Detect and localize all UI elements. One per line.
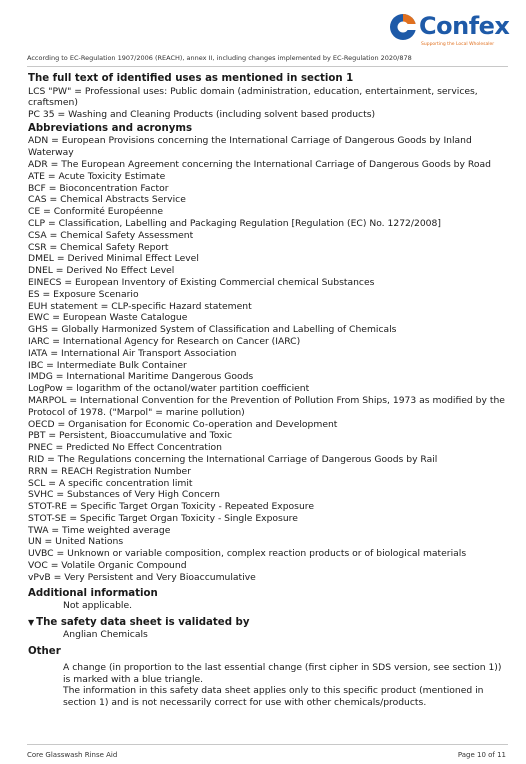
other-paragraphs <box>28 662 508 709</box>
abbreviation-item: BCF = Bioconcentration Factor <box>28 182 169 194</box>
abbreviation-item: STOT-SE = Specific Target Organ Toxicity - Single Exposure <box>28 512 298 524</box>
abbreviation-item: IMDG = International Maritime Dangerous Goods <box>28 371 254 383</box>
abbreviation-item: VOC = Volatile Organic Compound <box>28 560 187 572</box>
abbreviation-item: SCL = A specific concentration limit <box>28 477 193 489</box>
abbreviation-item: CAS = Chemical Abstracts Service <box>28 194 186 206</box>
confex-logo-mark-icon <box>388 12 418 42</box>
validated-text: Anglian Chemicals <box>63 629 148 641</box>
abbreviation-item: IARC = International Agency for Research on Cancer (IARC) <box>28 335 301 347</box>
other-paragraph: A change (in proportion to the last essential change (first cipher in SDS version, see section 1)) is marked with a blue triangle. <box>63 661 502 685</box>
uses-heading: The full text of identified uses as mentioned in section 1 <box>28 73 354 84</box>
abbreviation-item: RRN = REACH Registration Number <box>28 465 191 477</box>
footer-page-number: Page 10 of 11 <box>457 751 506 759</box>
abbreviation-item: UN = United Nations <box>28 536 124 548</box>
abbreviation-item: ES = Exposure Scenario <box>28 288 139 300</box>
abbreviation-item: GHS = Globally Harmonized System of Classification and Labelling of Chemicals <box>28 324 397 336</box>
regulation-line: According to EC-Regulation 1907/2006 (REACH), annex II, including changes implemented by EC-Regulation 2020/878 <box>27 54 412 62</box>
other-heading: Other <box>28 646 61 658</box>
abbreviation-item: TWA = Time weighted average <box>28 524 171 536</box>
abbreviation-item: DMEL = Derived Minimal Effect Level <box>28 253 199 265</box>
abbreviation-item: SVHC = Substances of Very High Concern <box>28 489 220 501</box>
abbreviation-item: RID = The Regulations concerning the International Carriage of Dangerous Goods by Rail <box>28 453 438 465</box>
logo-text: Confex <box>419 12 510 40</box>
abbreviation-item: CE = Conformité Européenne <box>28 206 164 218</box>
additional-info-heading: Additional information <box>28 587 158 599</box>
abbreviations-heading: Abbreviations and acronyms <box>28 122 193 134</box>
abbreviation-item: MARPOL = International Convention for the Prevention of Pollution From Ships, 1973 as modified by the Protocol of 1978. ("Marpol" = marine pollution) <box>28 394 505 418</box>
logo-tagline: Supporting the Local Wholesaler <box>421 42 495 47</box>
abbreviation-item: CLP = Classification, Labelling and Packaging Regulation [Regulation (EC) No. 1272/2008] <box>28 217 441 229</box>
abbreviation-item: IATA = International Air Transport Association <box>28 347 237 359</box>
header-divider <box>27 66 508 67</box>
abbreviations-list <box>28 135 508 583</box>
change-triangle-icon: ▼ <box>28 617 35 627</box>
validated-heading <box>28 617 508 630</box>
abbreviation-item: CSR = Chemical Safety Report <box>28 241 169 253</box>
abbreviation-item: CSA = Chemical Safety Assessment <box>28 229 194 241</box>
abbreviation-item: UVBC = Unknown or variable composition, complex reaction products or of biological materials <box>28 548 467 560</box>
footer-product-name: Core Glasswash Rinse Aid <box>27 751 118 759</box>
abbreviation-item: ADR = The European Agreement concerning the International Carriage of Dangerous Goods by Road <box>28 158 491 170</box>
uses-list <box>28 86 508 121</box>
abbreviation-item: IBC = Intermediate Bulk Container <box>28 359 187 371</box>
abbreviation-item: ATE = Acute Toxicity Estimate <box>28 170 166 182</box>
abbreviation-item: OECD = Organisation for Economic Co-operation and Development <box>28 418 338 430</box>
confex-logo <box>388 10 508 48</box>
abbreviation-item: EINECS = European Inventory of Existing Commercial chemical Substances <box>28 276 375 288</box>
abbreviation-item: PBT = Persistent, Bioaccumulative and Toxic <box>28 430 233 442</box>
abbreviation-item: STOT-RE = Specific Target Organ Toxicity - Repeated Exposure <box>28 501 315 513</box>
validated-heading-label: The safety data sheet is validated by <box>36 616 250 628</box>
uses-item: PC 35 = Washing and Cleaning Products (including solvent based products) <box>28 109 376 121</box>
abbreviation-item: PNEC = Predicted No Effect Concentration <box>28 442 222 454</box>
abbreviation-item: EUH statement = CLP-specific Hazard statement <box>28 300 252 312</box>
abbreviation-item: LogPow = logarithm of the octanol/water partition coefficient <box>28 383 310 395</box>
footer-divider <box>27 744 508 745</box>
page-content <box>28 73 508 709</box>
other-paragraph: The information in this safety data sheet applies only to this specific product (mentioned in section 1) and is not necessarily correct for use with other chemicals/products. <box>63 685 484 709</box>
abbreviation-item: vPvB = Very Persistent and Very Bioaccumulative <box>28 571 256 583</box>
uses-item: LCS "PW" = Professional uses: Public domain (administration, education, entertainment, services, craftsmen) <box>28 85 478 109</box>
abbreviation-item: DNEL = Derived No Effect Level <box>28 265 175 277</box>
abbreviation-item: EWC = European Waste Catalogue <box>28 312 188 324</box>
abbreviation-item: ADN = European Provisions concerning the International Carriage of Dangerous Goods by Inland Waterway <box>28 135 472 159</box>
additional-info-text: Not applicable. <box>63 600 133 612</box>
